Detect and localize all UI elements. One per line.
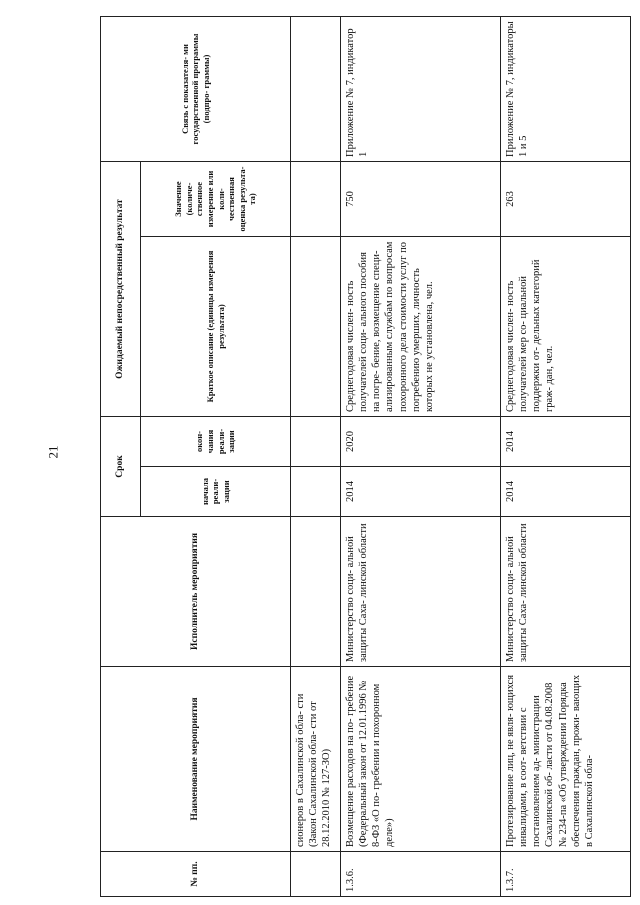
activities-table [100,16,631,897]
cell-desc: Среднегодовая числен- ность получателей соци- ального пособия на погре- бение, возмещение специ- ализированным службам по вопросам похоронного дела стоимости услуг по погребению умерших, личность которых не установлена, чел. [341,237,501,417]
header-start: начала реали- зации [141,467,291,517]
cell-executor: Министерство соци- альной защиты Саха- линской области [501,517,631,667]
header-term: Срок [101,417,141,517]
cell-executor: Министерство соци- альной защиты Саха- линской области [341,517,501,667]
rotated-page [100,17,630,897]
header-name: Наименование мероприятия [101,667,291,852]
page-number: 21 [45,445,61,459]
cell-desc [291,237,341,417]
cell-start [291,467,341,517]
cell-name: Протезирование лиц, не явля- ющихся инвалидами, в соот- ветствии с постановлением ад- министрации Сахалинской об- ласти от 04.08.2008 № 234-па «Об утверждении Порядка обеспечения граждан, прожи- вающих в Сахалинской обла- [501,667,631,852]
cell-no: 1.3.6. [341,852,501,897]
header-no: № пп. [101,852,291,897]
cell-end: 2020 [341,417,501,467]
cell-start: 2014 [501,467,631,517]
cell-link [291,17,341,162]
cell-link: Приложение № 7, индикаторы 1 и 5 [501,17,631,162]
cell-value: 263 [501,162,631,237]
cell-no: 1.3.7. [501,852,631,897]
cell-executor [291,517,341,667]
cell-no [291,852,341,897]
header-executor: Исполнитель мероприятия [101,517,291,667]
table-row [291,17,341,897]
header-end: окон- чания реали- зации [141,417,291,467]
header-row-1 [101,17,141,897]
header-value: Значение (количе- ственное измерение или коли- чественная оценка результа- та) [141,162,291,237]
cell-name: Возмещение расходов на по- гребение (Федеральный закон от 12.01.1996 № 8-ФЗ «О по- гребении и похоронном деле») [341,667,501,852]
cell-name: сионеров в Сахалинской обла- сти (Закон Сахалинской обла- сти от 28.12.2010 № 127-ЗО) [291,667,341,852]
header-desc: Краткое описание (единицы измерения результата) [141,237,291,417]
cell-value: 750 [341,162,501,237]
cell-desc: Среднегодовая числен- ность получателей мер со- циальной поддержки от- дельных категорий граж- дан, чел. [501,237,631,417]
cell-link: Приложение № 7, индикатор 1 [341,17,501,162]
table-row [341,17,501,897]
header-expected: Ожидаемый непосредственный результат [101,162,141,417]
cell-end: 2014 [501,417,631,467]
cell-start: 2014 [341,467,501,517]
header-link: Связь с показателя- ми государственной программы (подпро- граммы) [101,17,291,162]
table-row [501,17,631,897]
cell-end [291,417,341,467]
cell-value [291,162,341,237]
